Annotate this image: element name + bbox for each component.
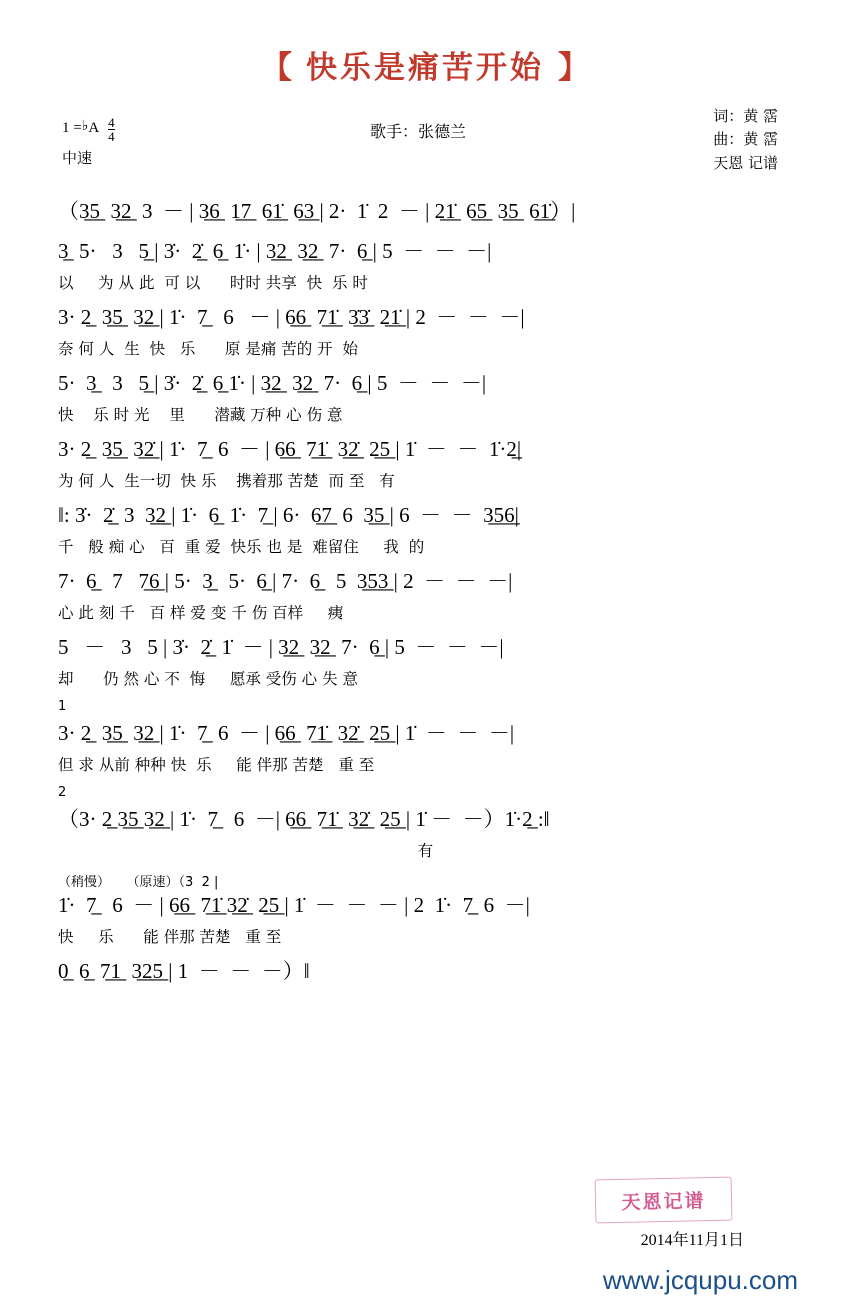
notation-line: 3̲ 5· 3 5̲ | 3̇· 2̲̇ 6̲ 1̇· | 3̲2̲ 3̲2̲ 7· 6̲ | 5 － － －| [58,239,492,263]
music-system-7 [58,567,792,627]
lyrics-line: 快 乐 时 光 里 潜藏 万种 心 伤 意 [58,406,343,424]
credits-block [713,105,778,175]
notation-line: 3· 2̲ 3̲5̲ 3̲2̲ | 1̇· 7̲ 6 － | 6̲6̲ 7̲1̲̇ 3̲̇3̲̇ 2̲1̲̇ | 2 － － －| [58,305,525,329]
notation-line: （3̲5̲ 3̲2̲ 3 － | 3̲6̲ 1̲7̲ 6̲1̲̇ 6̲3̲ | 2· 1̇ 2 － | 2̲1̲̇ 6̲5̲ 3̲5̲ 6̲1̲̇）| [58,199,576,223]
volta-bracket-1: 1 [58,699,67,714]
notation-line: ‖: 3̇· 2̲̇ 3 3̲2̲ | 1̇· 6̲ 1̇· 7̲ | 6· 6̲7̲ 6 3̲5̲ | 6 － － 3̲5̲6̲| [58,503,519,527]
sheet-music-page [0,42,850,1314]
singer-credit: 歌手：张德兰 [370,122,467,141]
notation-line: 7· 6̲ 7 7̲6̲ | 5· 3̲ 5· 6̲ | 7· 6̲ 5 3̲5̲3̲ | 2 － － －| [58,569,513,593]
music-system-10 [58,785,792,865]
tempo-marking: 中速 [62,149,93,167]
notation-line: 0̲ 6̲ 7̲1̲ 3̲2̲5̲ | 1 － － －）‖ [58,959,310,983]
lyrics-line: 却 仍 然 心 不 悔 愿承 受伤 心 失 意 [58,670,359,688]
notation-line: 3· 2̲ 3̲5̲ 3̲2̲̇ | 1̇· 7̲ 6 － | 6̲6̲ 7̲1̲̇ 3̲2̲̇ 2̲5̲ | 1̇ － － 1̇·2̲| [58,437,522,461]
credit-lyricist: 词：黄 霑 [713,107,778,125]
time-signature [108,116,115,143]
title-right-bracket: 】 [558,50,589,86]
music-system-8 [58,633,792,693]
music-system-5 [58,435,792,495]
credit-transcriber: 天恩 记谱 [713,153,778,172]
website-url: www.jcqupu.com [602,1265,798,1295]
notation-line: 5 － 3 5 | 3̇· 2̲̇ 1̇ － | 3̲2̲ 3̲2̲ 7· 6̲ | 5 － － －| [58,635,504,659]
title-left-bracket: 【 [261,50,292,86]
notation-line: 1̇· 7̲ 6 － | 6̲6̲ 7̲1̲̇ 3̲2̲̇ 2̲5̲ | 1̇ － － － | 2 1̇· 7̲ 6 －| [58,893,530,917]
lyrics-line: 有 [58,842,434,860]
transcriber-stamp: 天恩记谱 [595,1177,733,1224]
music-system-9 [58,699,792,779]
lyrics-line: 心 此 刻 千 百 样 爱 变 千 伤 百样 痍 [58,604,344,622]
lyrics-line: 以 为 从 此 可 以 时时 共享 快 乐 时 [58,274,368,292]
music-system-3 [58,303,792,363]
credit-composer: 曲：黄 霑 [713,130,778,149]
notation-line: （3· 2̲ 3̲5̲ 3̲2̲ | 1̇· 7̲ 6 －| 6̲6̲ 7̲1̲̇ 3̲2̲̇ 2̲5̲ | 1̇ － －）1̇·2̲ :‖ [58,807,550,831]
music-system-1 [58,197,792,231]
music-system-12 [58,957,792,991]
notation-line: 5· 3̲ 3 5̲ | 3̇· 2̲̇ 6̲ 1̇· | 3̲2̲ 3̲2̲ 7· 6̲ | 5 － － －| [58,371,487,395]
lyrics-line: 为 何 人 生一切 快 乐 携着那 苦楚 而 至 有 [58,472,395,490]
key-label: 1 = [62,119,82,136]
lyrics-line: 但 求 从前 种种 快 乐 能 伴那 苦楚 重 至 [58,756,375,774]
lyrics-line: 千 般 痴 心 百 重 爱 快乐 也 是 难留住 我 的 [58,538,425,556]
music-system-11 [58,871,792,951]
music-system-4 [58,369,792,429]
page-title [0,42,850,87]
tempo-annotations: （稍慢） （原速）（3̇ 2̇ | [58,875,219,890]
score-body [58,197,792,991]
lyrics-line: 奈 何 人 生 快 乐 原 是痛 苦的 开 始 [58,340,359,358]
notation-line: 3· 2̲ 3̲5̲ 3̲2̲ | 1̇· 7̲ 6 － | 6̲6̲ 7̲1̲̇ 3̲2̲̇ 2̲5̲ | 1̇ － － －| [58,721,515,745]
music-system-6 [58,501,792,561]
meter-denominator: 4 [108,129,115,144]
key-name: A [88,119,99,136]
volta-bracket-2: 2 [58,785,67,800]
title-text: 快乐是痛苦开始 [306,50,544,86]
key-flat-symbol: ♭ [81,118,89,134]
key-signature [62,115,115,142]
score-header [0,105,850,197]
meter-numerator: 4 [108,115,115,130]
lyrics-line: 快 乐 能 伴那 苦楚 重 至 [58,928,282,946]
transcription-date: 2014年11月1日 [640,1232,744,1249]
music-system-2 [58,237,792,297]
